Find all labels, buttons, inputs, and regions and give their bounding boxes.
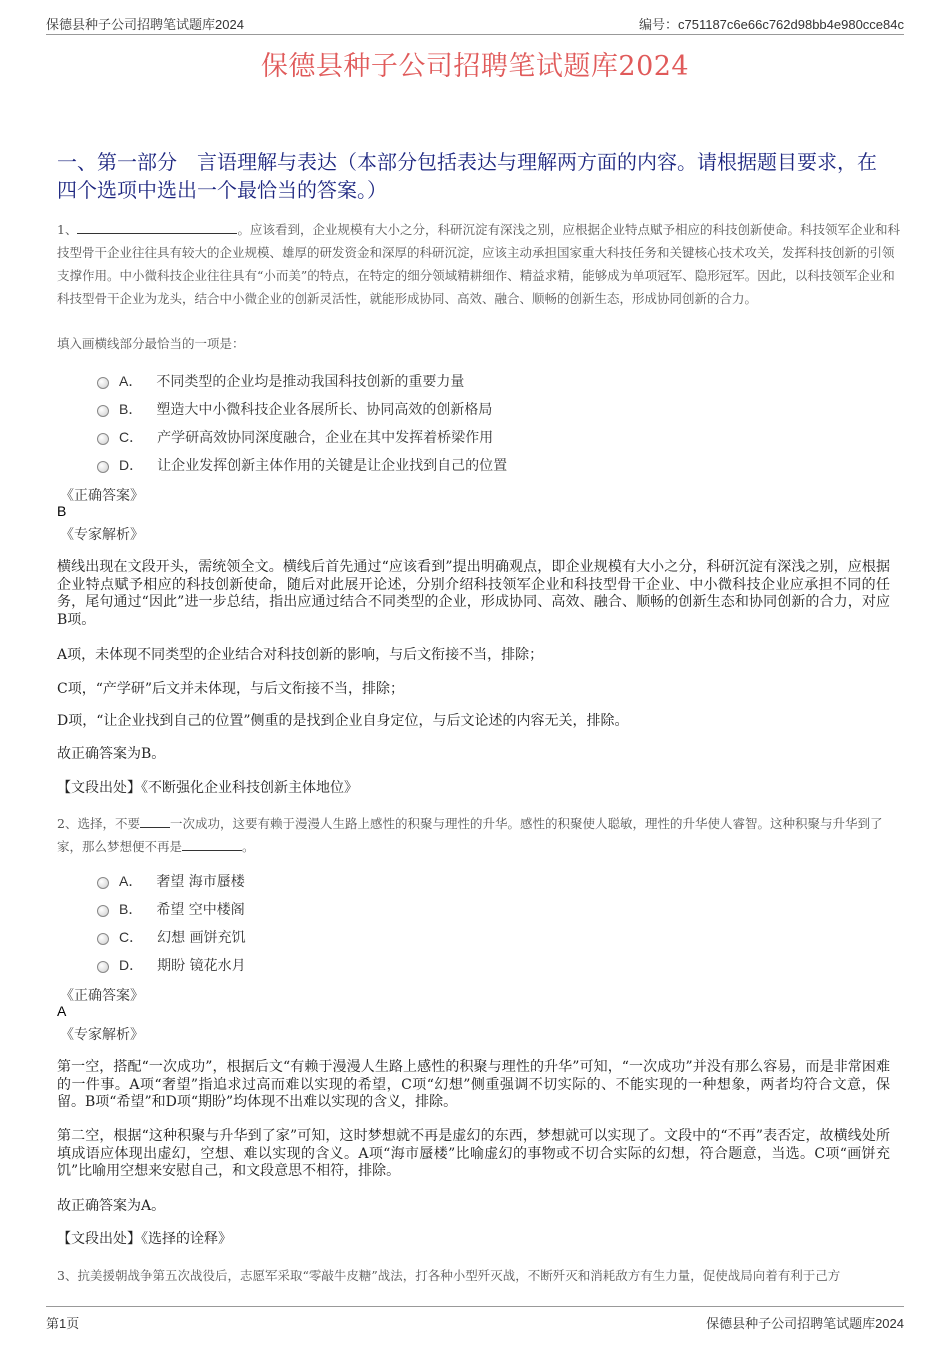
q1-option-c[interactable] (97, 427, 493, 447)
option-text: 产学研高效协同深度融合，企业在其中发挥着桥梁作用 (157, 430, 494, 446)
radio-icon[interactable] (97, 461, 109, 473)
option-text: 幻想 画饼充饥 (157, 930, 246, 946)
option-letter: C． (119, 929, 144, 945)
question-body: 。 (242, 839, 255, 854)
source-citation: 【文段出处】《选择的诠释》 (57, 1231, 232, 1247)
answer-value: B (57, 503, 67, 519)
footer-doc-title: 保德县种子公司招聘笔试题库2024 (706, 1316, 904, 1331)
answer-blank (77, 219, 237, 234)
option-letter: D． (119, 457, 144, 473)
analysis-paragraph: 第一空，搭配“一次成功”，根据后文“有赖于漫漫人生路上感性的积聚与理性的升华”可知，“一次成功”并没有那么容易，而是非常困难的一件事。A项“奢望”指追求过高而难以实现的希望，C项“幻想”侧重强调不切实际的、不能实现的一种想象，两者均符合文意，保留。B项“希望”和D项“期盼”均体现不出难以实现的含义，排除。 (57, 1059, 890, 1110)
page-header (46, 14, 904, 35)
section-heading: 一、第一部分 言语理解与表达（本部分包括表达与理解两方面的内容。请根据题目要求，在四个选项中选出一个最恰当的答案。） (57, 150, 877, 202)
question-2-text (57, 812, 902, 858)
question-1-text (57, 218, 902, 310)
option-text: 不同类型的企业均是推动我国科技创新的重要力量 (156, 374, 465, 390)
analysis-paragraph: 横线出现在文段开头，需统领全文。横线后首先通过“应该看到”提出明确观点，即企业规模有大小之分，科研沉淀有深浅之别，应根据企业特点赋予相应的科技创新使命，随后对此展开论述，分别介绍科技领军企业和科技型骨干企业、中小微科技企业应承担不同的任务，尾句通过“因此”进一步总结，指出应通过结合不同类型的企业，形成协同、高效、融合、顺畅的创新生态和协同创新的合力，对应B项。 (57, 559, 890, 628)
answer-blank (182, 836, 242, 851)
option-text: 奢望 海市蜃楼 (156, 874, 245, 890)
page-title: 保德县种子公司招聘笔试题库2024 (260, 51, 690, 82)
question-body: 选择，不要 (77, 816, 140, 831)
option-letter: D． (119, 957, 144, 973)
q1-option-a[interactable] (97, 371, 464, 391)
analysis-paragraph: A项，未体现不同类型的企业结合对科技创新的影响，与后文衔接不当，排除； (57, 647, 544, 663)
page-number: 第1页 (46, 1316, 80, 1331)
question-number: 1、 (57, 222, 78, 237)
analysis-paragraph: 第二空，根据“这种积聚与升华到了家”可知，这时梦想就不再是虚幻的东西，梦想就可以实现了。文段中的“不再”表否定，故横线处所填成语应体现出虚幻，空想、难以实现的含义。A项“海市蜃楼”比喻虚幻的事物或不切合实际的幻想，符合题意，当选。C项“画饼充饥”比喻用空想来安慰自己，和文段意思不相符，排除。 (57, 1128, 890, 1179)
option-letter: B． (119, 401, 143, 417)
answer-label: 《正确答案》 (60, 488, 144, 504)
option-text: 期盼 镜花水月 (157, 958, 246, 974)
answer-label: 《正确答案》 (60, 988, 144, 1004)
question-3-text: 3、抗美援朝战争第五次战役后，志愿军采取“零敲牛皮糖”战法，打各种小型歼灭战，不断歼灭和消耗敌方有生力量，促使战局向着有利于己方 (57, 1268, 841, 1283)
q2-option-c[interactable] (97, 927, 246, 947)
option-letter: A． (119, 373, 143, 389)
option-letter: A． (119, 873, 143, 889)
header-doc-id: 编号：c751187c6e66c762d98bb4e980cce84c (638, 17, 904, 32)
answer-blank (140, 813, 170, 828)
radio-icon[interactable] (97, 405, 109, 417)
analysis-label: 《专家解析》 (60, 527, 144, 543)
option-text: 塑造大中小微科技企业各展所长、协同高效的创新格局 (156, 402, 493, 418)
option-text: 让企业发挥创新主体作用的关键是让企业找到自己的位置 (157, 458, 508, 474)
source-citation: 【文段出处】《不断强化企业科技创新主体地位》 (57, 780, 358, 796)
q1-option-d[interactable] (97, 455, 507, 475)
question-number: 2、 (57, 816, 78, 831)
q2-option-a[interactable] (97, 871, 245, 891)
radio-icon[interactable] (97, 377, 109, 389)
question-prompt: 填入画横线部分最恰当的一项是： (57, 336, 245, 351)
analysis-label: 《专家解析》 (60, 1027, 144, 1043)
answer-value: A (57, 1003, 67, 1019)
radio-icon[interactable] (97, 961, 109, 973)
question-body: 一次成功，这要有赖于漫漫人生路上感性的积聚与理性的升华。感性的积聚使人聪敏，理性的升华使人睿智。这种积聚与升华到了家，那么梦想便不再是 (57, 816, 883, 854)
option-letter: C． (119, 429, 144, 445)
page-footer (46, 1306, 904, 1331)
radio-icon[interactable] (97, 433, 109, 445)
radio-icon[interactable] (97, 933, 109, 945)
analysis-conclusion: 故正确答案为B。 (57, 746, 166, 762)
analysis-paragraph: D项，“让企业找到自己的位置”侧重的是找到企业自身定位，与后文论述的内容无关，排除。 (57, 713, 629, 729)
q2-option-d[interactable] (97, 955, 246, 975)
question-body: 。应该看到，企业规模有大小之分，科研沉淀有深浅之别，应根据企业特点赋予相应的科技创新使命。科技领军企业和科技型骨干企业往往具有较大的企业规模、雄厚的研发资金和深厚的科研沉淀，应该主动承担国家重大科技任务和关键核心技术攻关，发挥科技创新的引领支撑作用。中小微科技企业往往具有“小而美”的特点，在特定的细分领域精耕细作、精益求精，能够成为单项冠军、隐形冠军。因此，以科技领军企业和科技型骨干企业为龙头，结合中小微企业的创新灵活性，就能形成协同、高效、融合、顺畅的创新生态，形成协同创新的合力。 (57, 222, 900, 306)
q1-option-b[interactable] (97, 399, 492, 419)
analysis-paragraph: C项，“产学研”后文并未体现，与后文衔接不当，排除； (57, 681, 405, 697)
option-text: 希望 空中楼阁 (156, 902, 245, 918)
radio-icon[interactable] (97, 877, 109, 889)
analysis-conclusion: 故正确答案为A。 (57, 1198, 166, 1214)
option-letter: B． (119, 901, 143, 917)
header-doc-title: 保德县种子公司招聘笔试题库2024 (46, 17, 244, 32)
radio-icon[interactable] (97, 905, 109, 917)
q2-option-b[interactable] (97, 899, 245, 919)
